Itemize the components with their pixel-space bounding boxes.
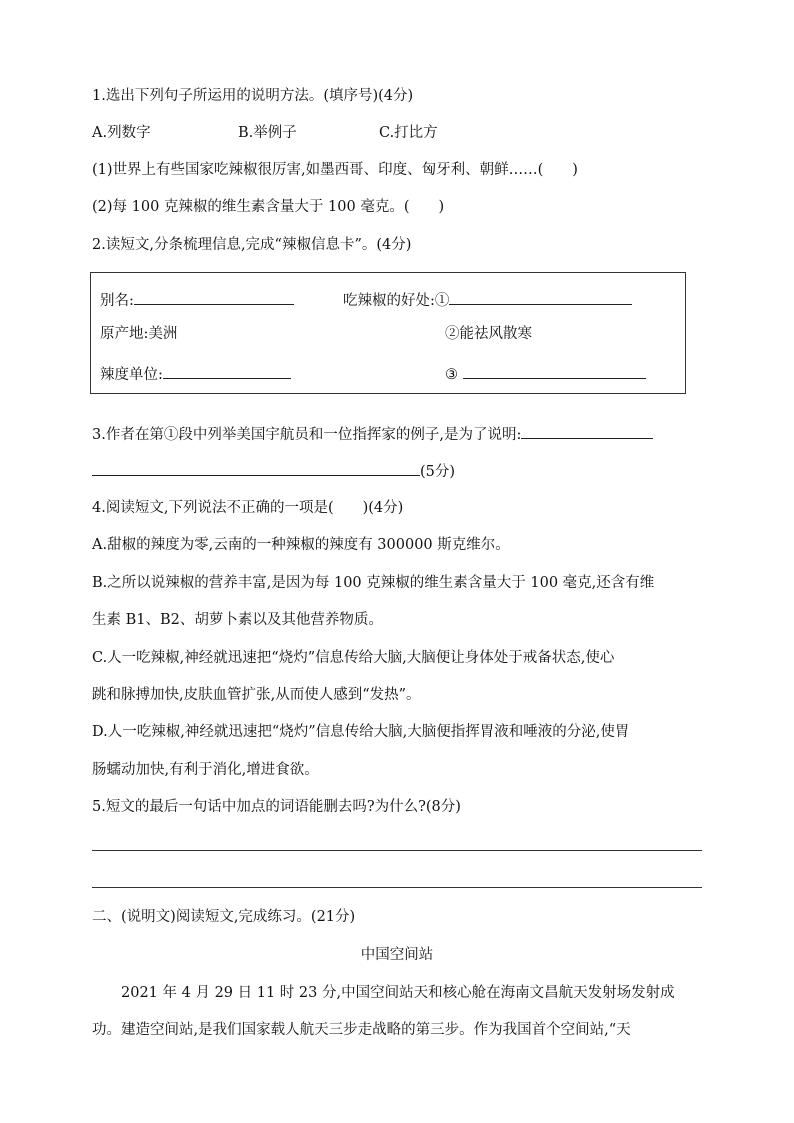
article-title: 中国空间站 [360,947,434,963]
q4-option-c-line2: 跳和脉搏加快,皮肤血管扩张,从而使人感到“发热”。 [92,687,421,703]
q1-options [92,123,492,143]
q1-question: 1.选出下列句子所运用的说明方法。(填序号)(4分) [92,88,414,104]
benefit3-blank[interactable] [463,363,646,379]
option-b: B.举例子 [238,125,297,141]
pepper-info-card [90,272,686,394]
q3-score: (5分) [420,464,456,480]
benefit-label: 吃辣椒的好处:① [343,293,450,309]
spice-label: 辣度单位: [100,367,163,383]
alias-label: 别名: [100,293,134,309]
benefit3-row [445,363,646,385]
q4-option-d-line1: D.人一吃辣椒,神经就迅速把“烧灼”信息传给大脑,大脑便指挥胃液和唾液的分泌,使胃 [92,724,630,740]
alias-row [100,289,294,311]
option-a: A.列数字 [92,125,151,141]
q3-row [92,423,653,445]
q4-option-a: A.甜椒的辣度为零,云南的一种辣椒的辣度有 300000 斯克维尔。 [92,537,510,553]
q4-question: 4.阅读短文,下列说法不正确的一项是( )(4分) [92,500,404,516]
q5-question: 5.短文的最后一句话中加点的词语能删去吗?为什么?(8分) [92,799,461,815]
section2-heading: 二、(说明文)阅读短文,完成练习。(21分) [92,909,356,925]
q3-blank2[interactable] [92,460,420,476]
q3-blank1[interactable] [521,423,653,439]
q3-question: 3.作者在第①段中列举美国宇航员和一位指挥家的例子,是为了说明: [92,427,522,443]
answer-line-2[interactable] [92,887,702,888]
article-para-line1: 2021 年 4 月 29 日 11 时 23 分,中国空间站天和核心舱在海南文昌航天发射场发射成 [121,985,675,1001]
q1-item1: (1)世界上有些国家吃辣椒很厉害,如墨西哥、印度、匈牙利、朝鲜……( ) [92,162,578,178]
q4-option-d-line2: 肠蠕动加快,有利于消化,增进食欲。 [92,762,319,778]
benefit3-label: ③ [445,367,458,383]
benefit1-blank[interactable] [449,289,632,305]
spice-blank[interactable] [163,363,291,379]
option-c: C.打比方 [379,125,438,141]
answer-line-1[interactable] [92,850,702,851]
benefit-row [343,289,632,311]
q4-option-c-line1: C.人一吃辣椒,神经就迅速把“烧灼”信息传给大脑,大脑便让身体处于戒备状态,使心 [92,650,615,666]
origin: 原产地:美洲 [100,326,178,342]
q3-row2 [92,460,455,482]
q4-option-b-line2: 生素 B1、B2、胡萝卜素以及其他营养物质。 [92,612,383,628]
q4-option-b-line1: B.之所以说辣椒的营养丰富,是因为每 100 克辣椒的维生素含量大于 100 毫克,还含有维 [92,575,655,591]
article-para-line2: 功。建造空间站,是我们国家载人航天三步走战略的第三步。作为我国首个空间站,“天 [92,1022,631,1038]
q1-item2: (2)每 100 克辣椒的维生素含量大于 100 毫克。( ) [92,199,445,215]
spice-row [100,363,291,385]
q2-question: 2.读短文,分条梳理信息,完成“辣椒信息卡”。(4分) [92,237,412,253]
alias-blank[interactable] [134,289,294,305]
benefit2: ②能祛风散寒 [445,326,532,342]
